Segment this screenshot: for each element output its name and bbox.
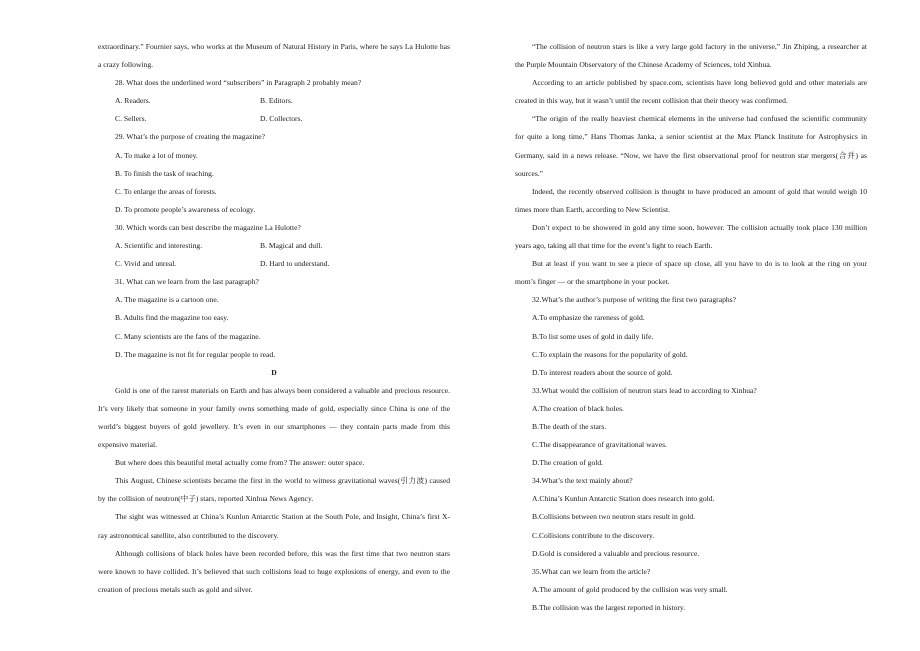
question-32-stem: 32.What’s the author’s purpose of writing the first two paragraphs? — [532, 295, 736, 305]
option-29d: D. To promote people’s awareness of ecology. — [115, 204, 256, 214]
question-34-stem: 34.What’s the text mainly about? — [532, 476, 633, 486]
option-32c: C.To explain the reasons for the popularity of gold. — [532, 349, 688, 359]
option-32a: A.To emphasize the rareness of gold. — [532, 313, 645, 323]
question-28 — [98, 74, 450, 128]
option-29a: A. To make a lot of money. — [115, 150, 198, 160]
passage-d-paragraph-9: Indeed, the recently observed collision is thought to have produced an amount of gold that would weigh 10 times more than Earth, according to New Scientist. — [515, 186, 867, 214]
question-29-stem: 29. What’s the purpose of creating the magazine? — [115, 132, 265, 142]
question-29 — [98, 128, 450, 218]
question-33-stem: 33.What would the collision of neutron stars lead to according to Xinhua? — [532, 385, 757, 395]
left-column — [98, 38, 450, 599]
question-28-stem: 28. What does the underlined word “subscribers” in Paragraph 2 probably mean? — [115, 78, 362, 88]
option-34d: D.Gold is considered a valuable and precious resource. — [532, 548, 700, 558]
right-column — [515, 38, 867, 617]
option-28d: D. Collectors. — [260, 114, 303, 124]
section-heading-d: D — [271, 367, 277, 377]
option-33d: D.The creation of gold. — [532, 458, 604, 468]
question-35-stem: 35.What can we learn from the article? — [532, 566, 651, 576]
option-30c: C. Vivid and unreal. — [115, 259, 177, 269]
option-33a: A.The creation of black holes. — [532, 403, 624, 413]
option-33b: B.The death of the stars. — [532, 421, 607, 431]
passage-d-paragraph-1: Gold is one of the rarest materials on Earth and has always been considered a valuable and precious resource. It’s very likely that someone in your family owns something made of gold, especially since China is one of the world’s biggest buyers of gold jewellery. It’s even in our smartphones — they contain parts made from this expensive material. — [98, 385, 450, 450]
option-31c: C. Many scientists are the fans of the magazine. — [115, 331, 261, 341]
option-28c: C. Sellers. — [115, 114, 147, 124]
passage-d-paragraph-11: But at least if you want to see a piece of space up close, all you have to do is to look at the ring on your mom’s finger — or the smartphone in your pocket. — [515, 259, 867, 287]
passage-d-paragraph-4: The sight was witnessed at China’s Kunlun Antarctic Station at the South Pole, and Insight, China’s first X-ray astronomical satellite, also contributed to the discovery. — [98, 512, 450, 540]
question-30 — [98, 219, 450, 273]
option-32d: D.To interest readers about the source of gold. — [532, 367, 673, 377]
option-28a: A. Readers. — [115, 96, 151, 106]
option-30a: A. Scientific and interesting. — [115, 241, 203, 251]
option-35b: B.The collision was the largest reported in history. — [532, 602, 686, 612]
question-33 — [515, 382, 867, 472]
passage-d-paragraph-10: Don’t expect to be showered in gold any time soon, however. The collision actually took place 130 million years ago, taking all that time for the event’s light to reach Earth. — [515, 222, 867, 251]
passage-d-paragraph-5: Although collisions of black holes have been recorded before, this was the first time that two neutron stars were known to have collided. It’s believed that such collisions lead to huge explosions of energy, and even to the creation of precious metals such as gold and silver. — [98, 548, 450, 594]
option-31d: D. The magazine is not fit for regular people to read. — [115, 349, 276, 359]
option-31b: B. Adults find the magazine too easy. — [115, 313, 229, 323]
option-35a: A.The amount of gold produced by the collision was very small. — [532, 584, 728, 594]
option-29b: B. To finish the task of teaching. — [115, 168, 214, 178]
passage-d-paragraph-2: But where does this beautiful metal actually come from? The answer: outer space. — [115, 458, 365, 468]
option-34b: B.Collisions between two neutron stars result in gold. — [532, 512, 696, 522]
option-30d: D. Hard to understand. — [260, 259, 330, 269]
question-35 — [515, 563, 867, 617]
option-28b: B. Editors. — [260, 96, 293, 106]
question-31-stem: 31. What can we learn from the last paragraph? — [115, 277, 259, 287]
option-31a: A. The magazine is a cartoon one. — [115, 295, 219, 305]
option-34c: C.Collisions contribute to the discovery. — [532, 530, 655, 540]
option-33c: C.The disappearance of gravitational waves. — [532, 440, 667, 450]
question-31 — [98, 273, 450, 363]
question-34 — [515, 472, 867, 562]
option-32b: B.To list some uses of gold in daily life. — [532, 331, 654, 341]
passage-d-paragraph-7: According to an article published by space.com, scientists have long believed gold and other materials are created in this way, but it wasn’t until the recent collision that their theory was confirmed. — [515, 78, 867, 106]
option-29c: C. To enlarge the areas of forests. — [115, 186, 217, 196]
option-34a: A.China’s Kunlun Antarctic Station does research into gold. — [532, 494, 715, 504]
passage-d-paragraph-3: This August, Chinese scientists became the first in the world to witness gravitational waves(引力波) caused by the collision of neutron(中子) stars, reported Xinhua News Agency. — [98, 476, 450, 504]
option-30b: B. Magical and dull. — [260, 241, 323, 251]
passage-d-paragraph-8: “The origin of the really heaviest chemical elements in the universe had confused the scientific community for quite a long time,” Hans Thomas Janka, a senior scientist at the Max Planck Institute for Astrophysics in Germany, said in a news release. “Now, we have the first observational proof for neutron star mergers(合并) as sources.” — [515, 114, 867, 178]
question-32 — [515, 291, 867, 381]
continuation-paragraph: extraordinary.” Fournier says, who works at the Museum of Natural History in Paris, where he says La Hulotte has a crazy following. — [98, 42, 450, 70]
question-30-stem: 30. Which words can best describe the magazine La Hulotte? — [115, 222, 301, 232]
passage-d-paragraph-6: “The collision of neutron stars is like a very large gold factory in the universe,” Jin Zhiping, a researcher at the Purple Mountain Observatory of the Chinese Academy of Sciences, told Xinhua. — [515, 42, 867, 70]
